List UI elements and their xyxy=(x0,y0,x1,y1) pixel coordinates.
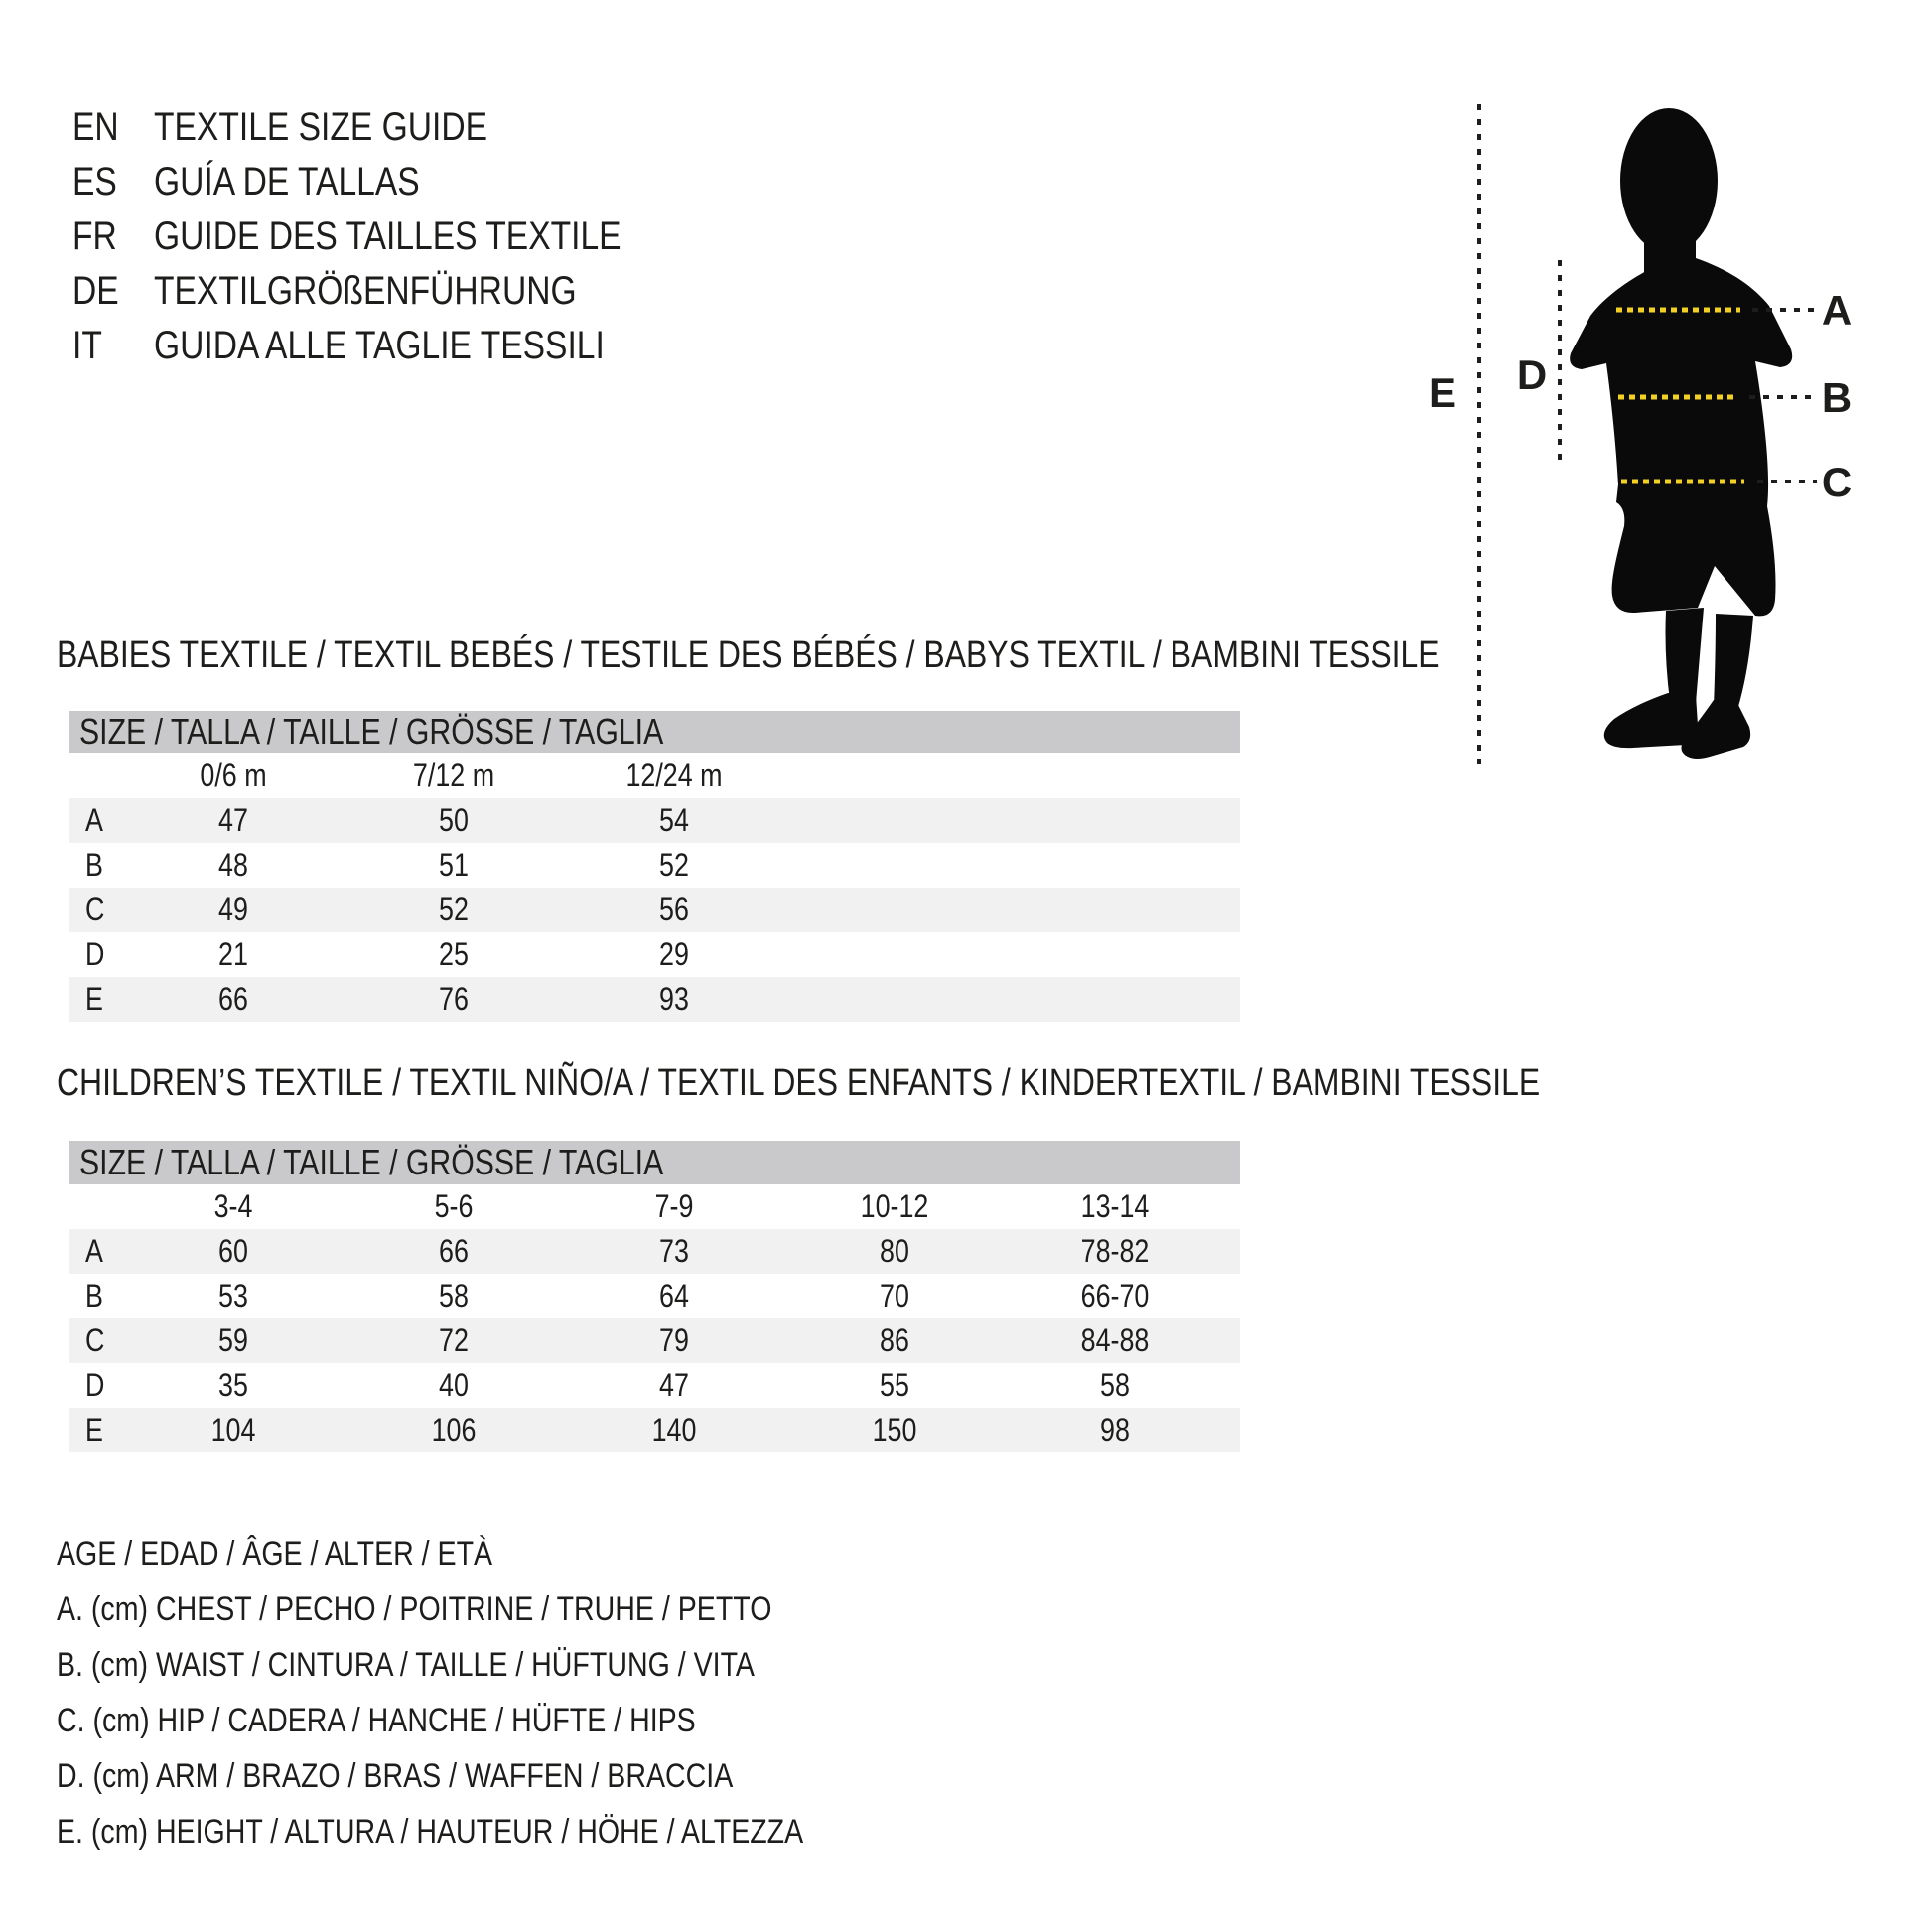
measurement-legend xyxy=(57,1526,945,1860)
column-header: 0/6 m xyxy=(200,757,267,793)
row-label: C xyxy=(84,1322,105,1358)
column-header: 5-6 xyxy=(434,1188,474,1224)
table-cell: 58 xyxy=(1100,1367,1130,1403)
table-row xyxy=(69,1229,1240,1274)
legend-item-chest: A. (cm) CHEST / PECHO / POITRINE / TRUHE / PETTO xyxy=(57,1590,772,1628)
language-row xyxy=(72,155,710,209)
table-cell: 84-88 xyxy=(1080,1322,1150,1358)
language-title: GUÍA DE TALLAS xyxy=(154,160,420,204)
table-cell: 25 xyxy=(439,936,469,972)
table-cell: 93 xyxy=(659,981,689,1017)
children-size-bar xyxy=(69,1141,1240,1184)
table-header-row xyxy=(69,753,1240,798)
table-row xyxy=(69,843,1240,888)
children-heading-text: CHILDREN’S TEXTILE / TEXTIL NIÑO/A / TEXTIL DES ENFANTS / KINDERTEXTIL / BAMBINI TESSILE xyxy=(57,1062,1541,1104)
legend-age-row xyxy=(57,1526,945,1582)
table-cell: 80 xyxy=(880,1233,909,1269)
table-cell: 52 xyxy=(439,892,469,927)
language-code: DE xyxy=(72,269,119,313)
legend-item xyxy=(57,1693,945,1748)
row-label: C xyxy=(84,892,105,927)
table-cell: 98 xyxy=(1100,1412,1130,1448)
table-cell: 52 xyxy=(659,847,689,883)
row-label: B xyxy=(84,1278,103,1313)
language-row xyxy=(72,209,710,264)
table-cell: 58 xyxy=(439,1278,469,1313)
row-label: E xyxy=(84,1412,103,1448)
language-title: TEXTILE SIZE GUIDE xyxy=(154,105,488,149)
table-cell: 79 xyxy=(659,1322,689,1358)
table-cell: 55 xyxy=(880,1367,909,1403)
table-cell: 51 xyxy=(439,847,469,883)
table-cell: 73 xyxy=(659,1233,689,1269)
table-cell: 66 xyxy=(218,981,248,1017)
legend-item xyxy=(57,1637,945,1693)
column-header: 7/12 m xyxy=(412,757,495,793)
table-cell: 66-70 xyxy=(1080,1278,1150,1313)
table-cell: 21 xyxy=(218,936,248,972)
children-section-heading xyxy=(57,1063,1823,1103)
babies-size-table xyxy=(69,753,1240,1022)
children-size-bar-text: SIZE / TALLA / TAILLE / GRÖSSE / TAGLIA xyxy=(79,1142,664,1182)
language-code: EN xyxy=(72,105,119,149)
legend-item-waist: B. (cm) WAIST / CINTURA / TAILLE / HÜFTUNG / VITA xyxy=(57,1646,755,1684)
table-cell: 49 xyxy=(218,892,248,927)
table-cell: 47 xyxy=(218,802,248,838)
language-row xyxy=(72,100,710,155)
table-row xyxy=(69,977,1240,1022)
table-cell: 64 xyxy=(659,1278,689,1313)
table-cell: 48 xyxy=(218,847,248,883)
language-code: ES xyxy=(72,160,117,204)
table-cell: 72 xyxy=(439,1322,469,1358)
babies-heading-text: BABIES TEXTILE / TEXTIL BEBÉS / TESTILE DES BÉBÉS / BABYS TEXTIL / BAMBINI TESSILE xyxy=(57,634,1440,676)
table-cell: 66 xyxy=(439,1233,469,1269)
table-cell: 53 xyxy=(218,1278,248,1313)
legend-item xyxy=(57,1804,945,1860)
table-cell: 54 xyxy=(659,802,689,838)
language-row xyxy=(72,319,710,373)
row-label: A xyxy=(84,802,103,838)
language-title-block xyxy=(72,100,710,373)
children-size-table xyxy=(69,1184,1240,1452)
column-header: 13-14 xyxy=(1080,1188,1150,1224)
table-cell: 29 xyxy=(659,936,689,972)
table-cell: 56 xyxy=(659,892,689,927)
babies-section-heading xyxy=(57,635,1703,675)
table-cell: 86 xyxy=(880,1322,909,1358)
table-cell: 104 xyxy=(210,1412,256,1448)
language-code: IT xyxy=(72,324,102,367)
table-cell: 59 xyxy=(218,1322,248,1358)
table-cell: 60 xyxy=(218,1233,248,1269)
table-row xyxy=(69,888,1240,932)
figure-label-a: A xyxy=(1821,287,1853,334)
column-header: 7-9 xyxy=(654,1188,694,1224)
table-row xyxy=(69,798,1240,843)
row-label: B xyxy=(84,847,103,883)
babies-size-bar xyxy=(69,711,1240,753)
table-cell: 35 xyxy=(218,1367,248,1403)
table-cell: 140 xyxy=(651,1412,697,1448)
table-cell: 150 xyxy=(872,1412,917,1448)
table-cell: 106 xyxy=(431,1412,477,1448)
column-header: 12/24 m xyxy=(625,757,723,793)
legend-item xyxy=(57,1582,945,1637)
column-header: 10-12 xyxy=(860,1188,929,1224)
figure-label-e: E xyxy=(1428,369,1457,416)
row-label: E xyxy=(84,981,103,1017)
table-row xyxy=(69,932,1240,977)
figure-label-d: D xyxy=(1516,351,1548,398)
table-row xyxy=(69,1274,1240,1318)
language-code: FR xyxy=(72,214,117,258)
legend-age-text: AGE / EDAD / ÂGE / ALTER / ETÀ xyxy=(57,1535,493,1573)
table-cell: 47 xyxy=(659,1367,689,1403)
row-label: D xyxy=(84,1367,105,1403)
language-row xyxy=(72,264,710,319)
table-cell: 78-82 xyxy=(1080,1233,1150,1269)
table-cell: 70 xyxy=(880,1278,909,1313)
table-cell: 50 xyxy=(439,802,469,838)
language-title: GUIDE DES TAILLES TEXTILE xyxy=(154,214,621,258)
legend-item-hip: C. (cm) HIP / CADERA / HANCHE / HÜFTE / HIPS xyxy=(57,1702,696,1739)
table-cell: 40 xyxy=(439,1367,469,1403)
table-header-row xyxy=(69,1184,1240,1229)
language-title: TEXTILGRÖßENFÜHRUNG xyxy=(154,269,577,313)
legend-item-height: E. (cm) HEIGHT / ALTURA / HAUTEUR / HÖHE / ALTEZZA xyxy=(57,1813,804,1851)
row-label: D xyxy=(84,936,105,972)
column-header: 3-4 xyxy=(213,1188,253,1224)
table-cell: 76 xyxy=(439,981,469,1017)
table-row xyxy=(69,1408,1240,1452)
row-label: A xyxy=(84,1233,103,1269)
legend-item-arm: D. (cm) ARM / BRAZO / BRAS / WAFFEN / BRACCIA xyxy=(57,1757,734,1795)
table-row xyxy=(69,1363,1240,1408)
babies-size-bar-text: SIZE / TALLA / TAILLE / GRÖSSE / TAGLIA xyxy=(79,711,664,752)
figure-label-b: B xyxy=(1821,374,1853,421)
table-row xyxy=(69,1318,1240,1363)
figure-label-c: C xyxy=(1821,459,1853,505)
language-title: GUIDA ALLE TAGLIE TESSILI xyxy=(154,324,605,367)
legend-item xyxy=(57,1748,945,1804)
